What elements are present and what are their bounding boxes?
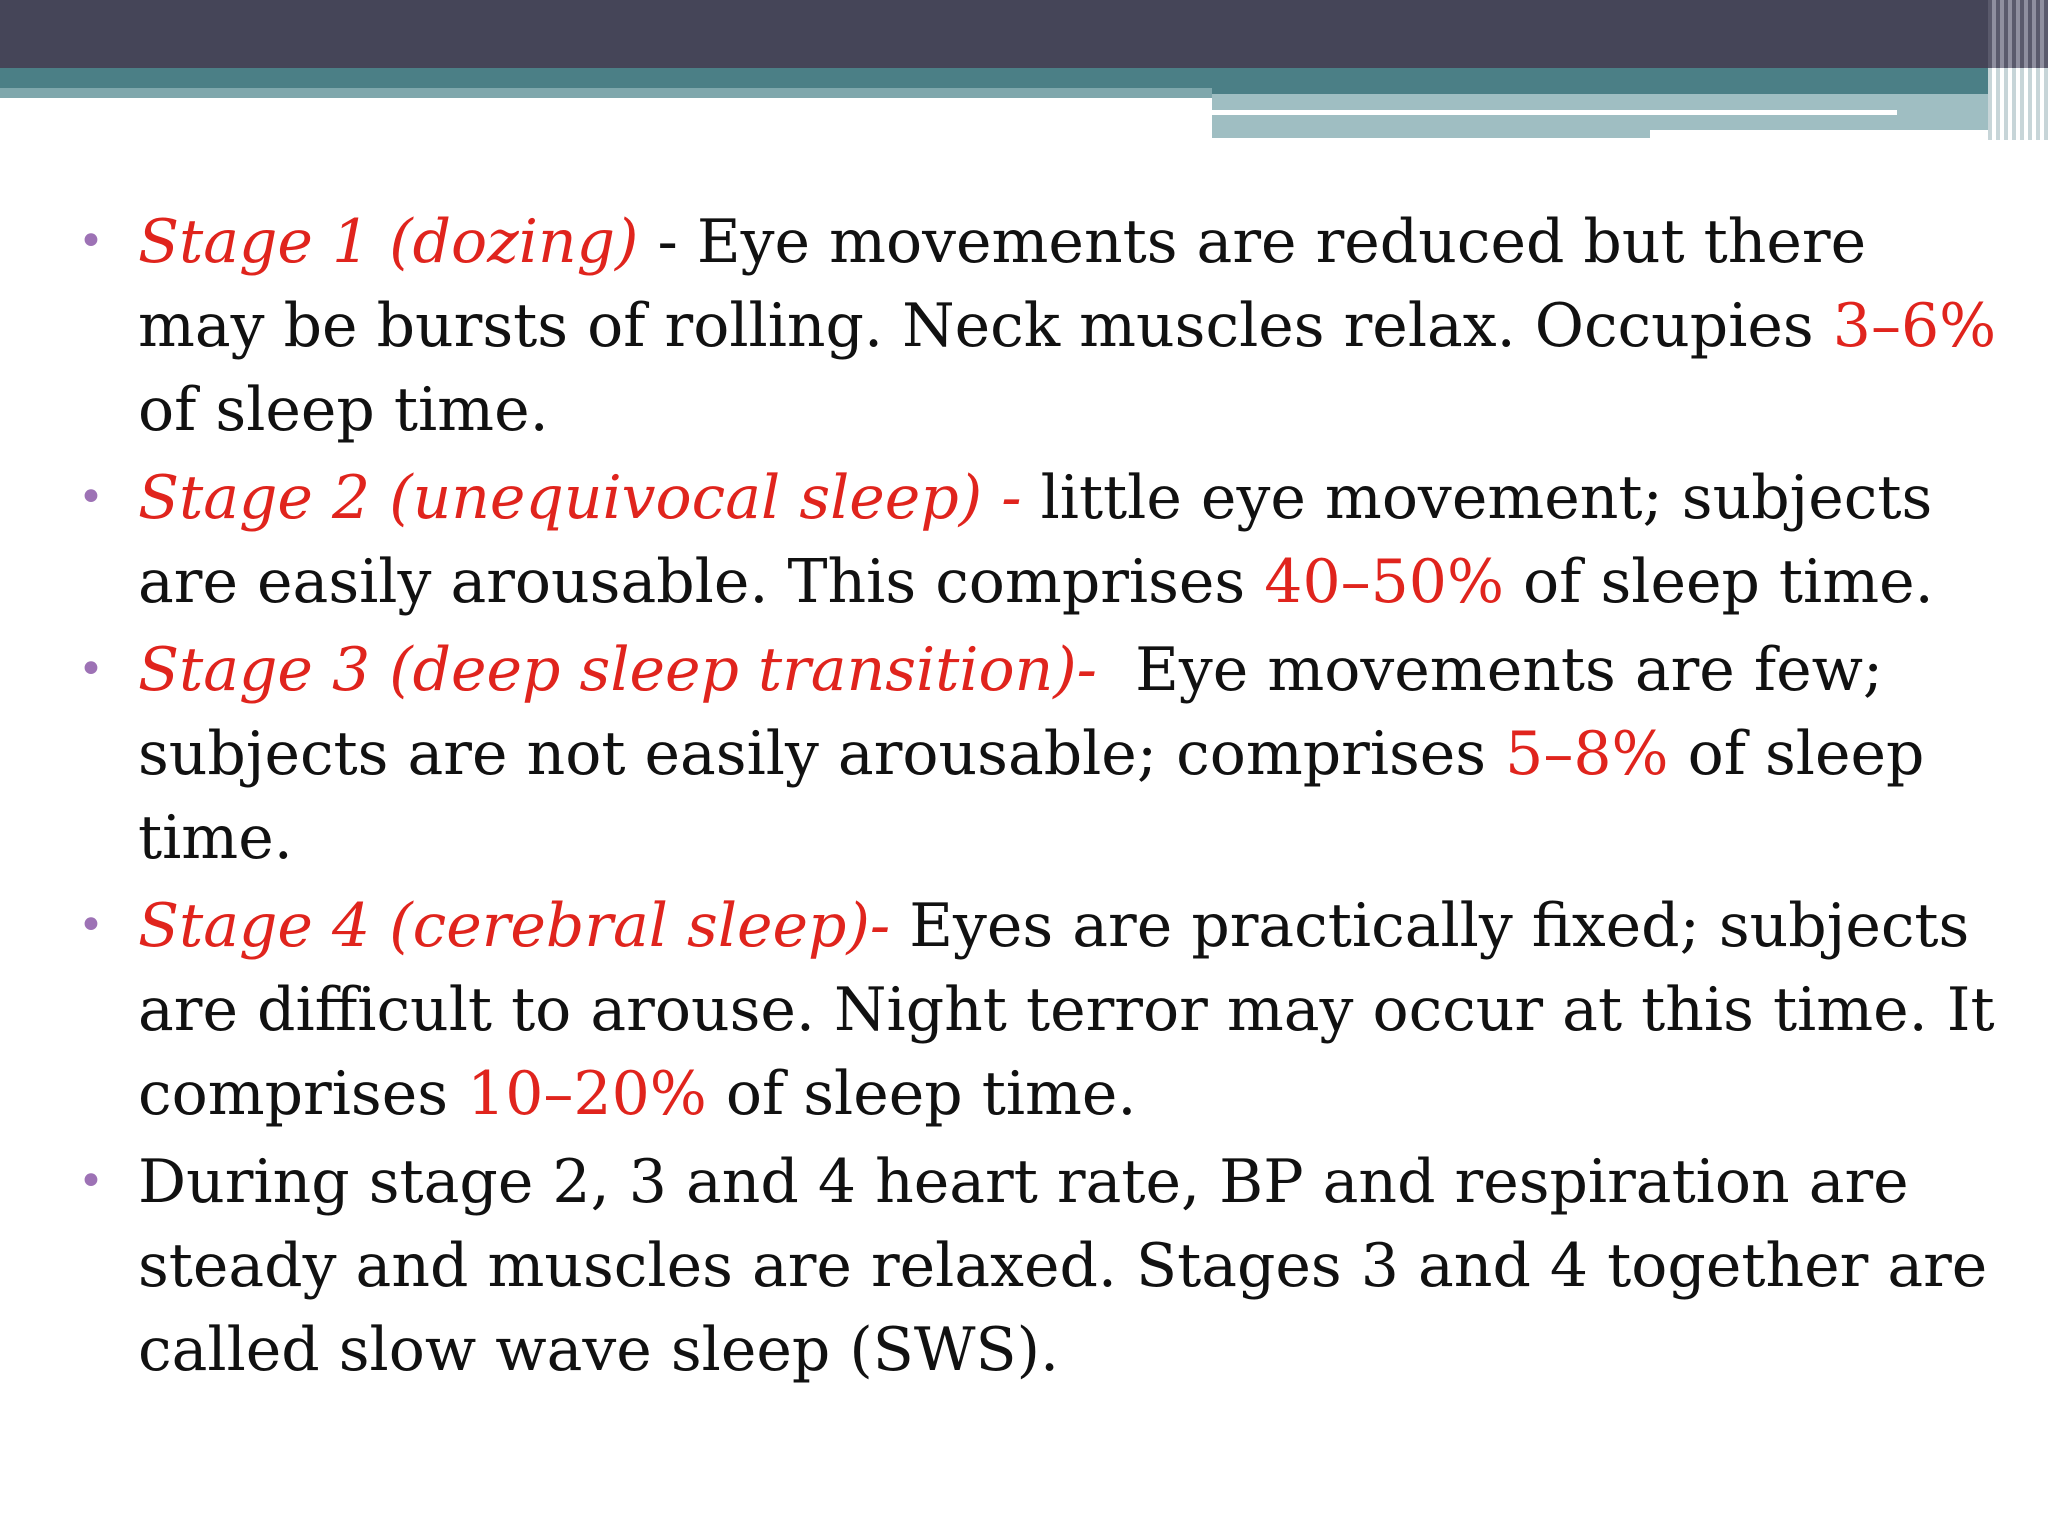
- bullet-dot-icon: •: [78, 472, 104, 523]
- bullet-text-end: of sleep time.: [138, 375, 549, 445]
- bullet-text: During stage 2, 3 and 4 heart rate, BP and respiration are steady and muscles are relaxed. Stages 3 and 4 together are called slow wave sleep (SWS).: [138, 1147, 1988, 1385]
- header-white-line: [1212, 110, 1897, 115]
- header-dark-band: [0, 0, 2048, 68]
- bullet-stage-1: [78, 200, 1998, 452]
- bullet-list: [78, 200, 1998, 1392]
- separator: [1021, 463, 1040, 533]
- bullet-text: little eye movement; subjects are easily arousable. This comprises: [138, 463, 1933, 617]
- bullet-dot-icon: •: [78, 644, 104, 695]
- bullet-text: Eye movements are reduced but there may be bursts of rolling. Neck muscles relax. Occupies: [138, 207, 1867, 361]
- bullet-text: Eyes are practically fixed; subjects are difficult to arouse. Night terror may occur at this time. It comprises: [138, 891, 1995, 1129]
- bullet-stage-2: [78, 456, 1998, 624]
- bullet-text-end: of sleep time.: [1503, 547, 1934, 617]
- header-teal-light-band: [0, 88, 1212, 98]
- stage-label: Stage 1 (dozing): [138, 207, 639, 277]
- bullet-dot-icon: •: [78, 1156, 104, 1207]
- bullet-dot-icon: •: [78, 216, 104, 267]
- separator: -: [638, 207, 697, 277]
- percent-highlight: 5–8%: [1505, 719, 1669, 789]
- bullet-text-end: of sleep time.: [706, 1059, 1137, 1129]
- percent-highlight: 10–20%: [467, 1059, 707, 1129]
- slide-body: [78, 200, 1998, 1396]
- bullet-stage-4: [78, 884, 1998, 1136]
- stage-label: Stage 3 (deep sleep transition)-: [138, 635, 1097, 705]
- bullet-text-end: of sleep time.: [138, 719, 1925, 873]
- percent-highlight: 3–6%: [1832, 291, 1997, 361]
- percent-highlight: 40–50%: [1264, 547, 1504, 617]
- separator: [1097, 635, 1135, 705]
- header-right-stripes-dark: [1988, 0, 2048, 68]
- bullet-stage-3: [78, 628, 1998, 880]
- stage-label: Stage 4 (cerebral sleep)-: [138, 891, 891, 961]
- stage-label: Stage 2 (unequivocal sleep) -: [138, 463, 1022, 533]
- separator: [890, 891, 909, 961]
- bullet-text: Eye movements are few; subjects are not easily arousable; comprises: [138, 635, 1884, 789]
- bullet-summary: [78, 1140, 1998, 1392]
- bullet-dot-icon: •: [78, 900, 104, 951]
